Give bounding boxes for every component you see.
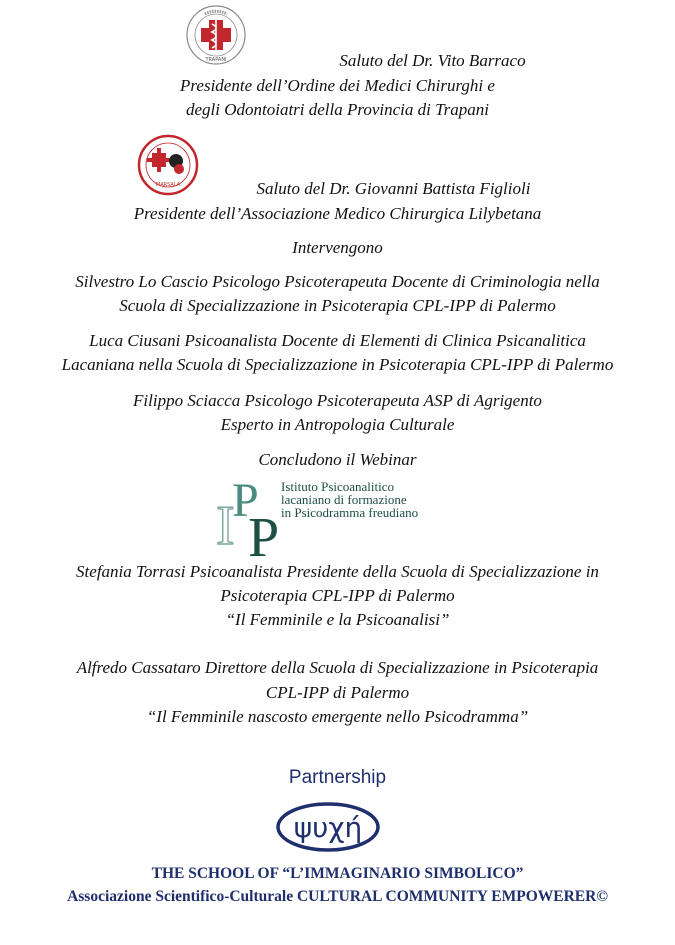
speaker-2-line-1: Luca Ciusani Psicoanalista Docente di Elementi di Clinica Psicanalitica	[89, 331, 586, 350]
closer-2-line-1: Alfredo Cassataro Direttore della Scuola di Specializzazione in Psicoterapia	[76, 658, 599, 677]
ipp-line-2: lacaniano di formazione	[281, 492, 407, 507]
greeting-2-line-1: Saluto del Dr. Giovanni Battista Figlioli	[256, 179, 531, 198]
ipp-logo	[214, 472, 454, 560]
closer-1-line-3: “Il Femminile e la Psicoanalisi”	[225, 610, 450, 629]
ipp-letter-i: I	[216, 495, 235, 557]
greeting-1-line-2: Presidente dell’Ordine dei Medici Chirurghi e	[180, 76, 495, 95]
closer-1-line-2: Psicoterapia CPL-IPP di Palermo	[220, 586, 455, 605]
greeting-1-line-3: degli Odontoiatri della Provincia di Trapani	[185, 100, 489, 119]
ipp-letter-p2: P	[248, 507, 280, 560]
psyche-logo	[275, 801, 381, 853]
greeting-1-line-1: Saluto del Dr. Vito Barraco	[339, 51, 526, 70]
svg-text:MARSALA: MARSALA	[155, 182, 181, 188]
ipp-line-1: Istituto Psicoanalitico	[281, 479, 395, 494]
school-name: THE SCHOOL OF “L’IMMAGINARIO SIMBOLICO”	[151, 865, 524, 882]
svg-text:TRAPANI: TRAPANI	[205, 57, 227, 63]
speaker-1-line-2: Scuola di Specializzazione in Psicoterapia CPL-IPP di Palermo	[119, 296, 556, 315]
speaker-3-line-2: Esperto in Antropologia Culturale	[220, 415, 455, 434]
speaker-1-line-1: Silvestro Lo Cascio Psicologo Psicoterapeuta Docente di Criminologia nella	[75, 272, 600, 291]
speaker-3-line-1: Filippo Sciacca Psicologo Psicoterapeuta ASP di Agrigento	[133, 391, 542, 410]
closer-1-line-1: Stefania Torrasi Psicoanalista Presidente della Scuola di Specializzazione in	[76, 562, 599, 581]
association-name: Associazione Scientifico-Culturale CULTURAL COMMUNITY EMPOWERER©	[67, 888, 608, 905]
partnership-label: Partnership	[288, 767, 387, 788]
psyche-logo-text: ψυχή	[293, 811, 363, 844]
greeting-2-line-2: Presidente dell’Associazione Medico Chirurgica Lilybetana	[133, 204, 542, 223]
interventions-title: Intervengono	[292, 238, 383, 257]
conclusions-title: Concludono il Webinar	[258, 450, 417, 469]
ipp-letters-mark	[214, 472, 284, 560]
ipp-letter-p1: P	[232, 474, 259, 527]
speaker-2-line-2: Lacaniana nella Scuola di Specializzazione in Psicoterapia CPL-IPP di Palermo	[61, 355, 614, 374]
ipp-line-3: in Psicodramma freudiano	[281, 505, 419, 520]
closer-2-line-2: CPL-IPP di Palermo	[265, 683, 410, 702]
closer-2-line-3: “Il Femminile nascosto emergente nello Psicodramma”	[146, 707, 529, 726]
ipp-logo-text	[281, 480, 418, 519]
